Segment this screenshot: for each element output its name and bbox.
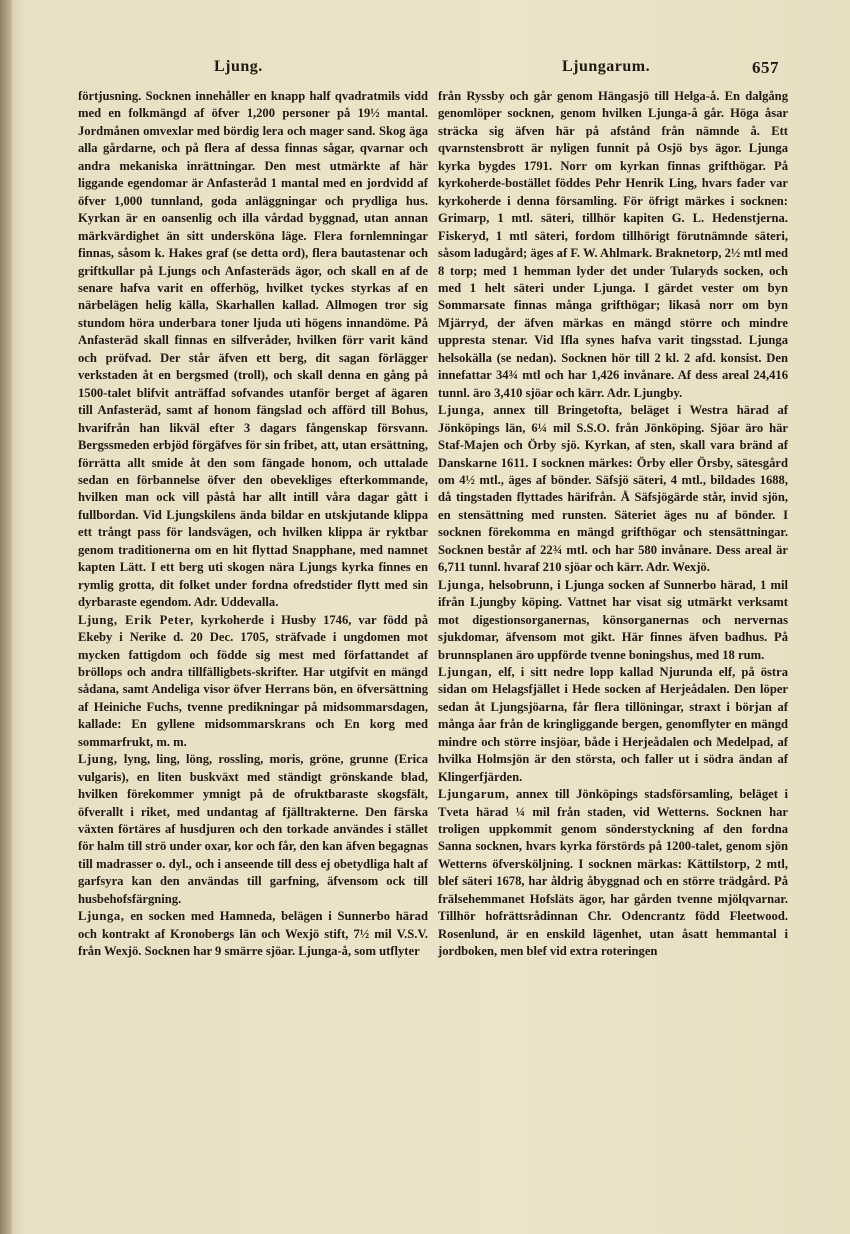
entry-text: annex till Bringetofta, beläget i Westra härad af Jönköpings län, 6¼ mil S.S.O. från Jönköping. Sjöar äro här Staf-Majen och Örby sjö. Kyrkan, af sten, skall vara bränd af Danskarne 1611. I socknen märkes: Örby eller Örsby, sätesgård om 4½ mtl., äges af bönder. Säfsjö säteri, 4 mtl., bildades 1688, då tingstaden flyttades härifrån. Å Säfsjögärde står, invid sjön, en stensättning med runsten. Säteriet äges nu af bönder. I socknen förekomma en mängd grifthögar och stensättningar. Socknen består af 22¾ mtl. och har 580 invånare. Dess areal är 6,711 tunnl. hvaraf 210 sjöar och kärr. Adr. Wexjö.: [438, 403, 788, 575]
book-spine-shadow: [0, 0, 12, 1234]
entry-headword: Ljunga,: [438, 403, 485, 418]
entry-headword: Ljung,: [78, 752, 118, 767]
entry-ljunga-bringetofta: [438, 402, 788, 577]
entry-ljungan: [438, 664, 788, 786]
left-column: [78, 88, 428, 961]
entry-continuation: [438, 88, 788, 402]
entry-text: helsobrunn, i Ljunga socken af Sunnerbo härad, 1 mil ifrån Ljungby köping. Vattnet har visat sig utmärkt verksamt mot digestionsorganernas, könsorganernas och nervernas sjukdomar, äfvensom mot gikt. Här finnes äfven badhus. På brunnsplanen äro uppförde tvenne boningshus, med 18 rum.: [438, 577, 788, 662]
entry-continuation: [78, 88, 428, 612]
entry-headword: Ljungan,: [438, 664, 493, 679]
entry-ljunga-helsobrunn: [438, 577, 788, 664]
running-header-right: Ljungarum.: [562, 58, 651, 75]
entry-text: från Ryssby och går genom Hängasjö till Helga-å. En dalgång genomlöper socknen, genom hvilken Ljunga-å går. Höga åsar sträcka sig äfven här på afstånd från nämnde å. Ett qvarnstensbrott är nyligen funnit på Osjö bys ägor. Ljunga kyrka bygdes 1791. Norr om kyrkan finnas grifthögar. På kyrkoherde-bostället föddes Pehr Henrik Ling, hvars fader var kyrkoherde i denna församling. För öfrigt märkes i socknen: Grimarp, 1 mtl. säteri, tillhör kapiten G. L. Hedenstjerna. Fiskeryd, 1 mtl säteri, fordom tillhörigt förutnämnde säteri, såsom ladugård; äges af F. W. Ahlmark. Braknetorp, 2½ mtl med 8 torp; med 1 hemman lyder det under Tularyds socken, och med 1 helt säteri under Ljunga. I gärdet vester om byn Sommarsate finnas många grifthögar; likaså norr om byn Mjärryd, der äfven märkas en mängd större och mindre uppresta stenar. Vid Ifla synes hafva varit tingsstad. Ljunga helsokälla (se nedan). Socknen hör till 2 kl. 2 afd. konsist. Den innefattar 34¾ mtl och har 1,426 invånare. Af dess areal 24,416 tunnl. äro 3,410 sjöar och kärr. Adr. Ljungby.: [438, 89, 788, 400]
entry-text: annex till Jönköpings stadsförsamling, beläget i Tveta härad ¼ mil från staden, vid Wetterns. Socknen har troligen uppkommit genom sönderstyckning af den fordna Sanna socknen, hvars kyrka förstörds på 1200-talet, genom sjön Wetterns öfversköljning. I socknen märkas: Kättilstorp, 2 mtl, blef säteri 1678, har åldrig åbyggnad och en större trädgård. På frälsehemmanet Hofsläts ägor, har gården tvenne mjölqvarnar. Tillhör hofrättsrådinnan Chr. Odencrantz född Fleetwood. Rosenlund, är en enskild lägenhet, utan åsatt hemmantal i jordboken, men blef vid extra roteringen: [438, 787, 788, 959]
entry-text: förtjusning. Socknen innehåller en knapp half qvadratmils vidd med en folkmängd af öfver 1,200 personer på 19½ mantal. Jordmånen omvexlar med bördig lera och mager sand. Skog äga alla gårdarne, och på flera af dessa finnas sågar, qvarnar och andra mekaniska inrättningar. Den mest utmärkte af här liggande egendomar är Anfasteråd 1 mantal med en jordvidd af öfver 1,000 tunnland, goda anläggningar och prydliga hus. Kyrkan är en oansenlig och illa vårdad byggnad, utan annan märkvärdighet än sitt undersköna läge. Flera fornlemningar finnas, såsom k. Hakes graf (se detta ord), flera bautastenar och griftkullar på Ljungs och Anfasteräds ägor, och skall en af de senare hafva varit en offerhög, hvilket tyckes styrkas af en närbelägen helig källa, Skarhallen kallad. Allmogen tror sig stundom höra underbara toner ljuda uti högens innandöme. På Anfasteräd skall finnas en silfveråder, hvilken förr varit känd och pröfvad. Der står äfven ett berg, dit sagan förlägger verkstaden åt en bergsmed (troll), och skall denna en gång på 1500-talet blifvit anträffad sofvandes utanför berget af ägaren till Anfasteräd, samt af honom fängslad och afförd till Bohus, hvarifrån han likväl efter 3 dagars fångenskap försvann. Bergssmeden erbjöd förgäfves för sin fribet, att, utan ersättning, förrätta allt smide åt den som fängade honom, och uttalade sedan en förbannelse öfver den obevekliges efterkommande, hvilken man ock vill påstå har allt intill våra dagar gått i fullbordan. Vid Ljungskilens ända bildar en utskjutande klippa ett trångt pass för landsvägen, och hvilken klippa är ryktbar genom traditionerna om en hit flyttad Snapphane, med namnet kapten Lätt. I ett berg uti skogen nära Ljungs kyrka finnes en rymlig grotta, dit folket under fordna ofredstider flytt med sin dyrbaraste egendom. Adr. Uddevalla.: [78, 89, 428, 610]
running-header-left: Ljung.: [214, 58, 263, 75]
entry-ljung-erik-peter: [78, 612, 428, 752]
entry-ljungarum: [438, 786, 788, 961]
entry-ljung-plant: [78, 751, 428, 908]
entry-text: kyrkoherde i Husby 1746, var född på Ekeby i Nerike d. 20 Dec. 1705, sträfvade i ungdomen mot mycken fattigdom och födde sig mest med författandet af bröllops och andra tillfälligbets-skrifter. Har utgifvit en mängd sådana, samt Andeliga visor öfver Herrans bön, en öfversättning af Heiniche Fuchs, tvenne predikningar på midsommarsdagen, kallade: En gyllene midsommarskrans och En korg med sommarfrukt, m. m.: [78, 612, 428, 749]
entry-text: en socken med Hamneda, belägen i Sunnerbo härad och kontrakt af Kronobergs län och Wexjö stift, 7½ mil V.S.V. från Wexjö. Socknen har 9 smärre sjöar. Ljunga-å, som utflyter: [78, 909, 428, 959]
entry-headword: Ljungarum,: [438, 787, 510, 802]
page-number: 657: [752, 58, 779, 77]
entry-text: lyng, ling, löng, rossling, moris, gröne, grunne (Erica vulgaris), en liten buskväxt med ständigt grönskande blad, hvilken förekommer ymnigt på de ofruktbaraste skogsfält, öfverallt i riket, med undantag af fjälltrakterne. Den färska växten förtäres af husdjuren och den torkade användes i stället för halm till strö under oxar, kor och får, den kan äfven begagnas till madrasser o. dyl., och i anseende till dess ej obetydliga halt af garfsyra kan den användas till garfning, äfvensom ock till husbehofsfärgning.: [78, 752, 428, 906]
entry-headword: Ljunga,: [78, 909, 125, 924]
entry-headword: Ljunga,: [438, 577, 485, 592]
entry-headword: Ljung, Erik Peter,: [78, 612, 194, 627]
right-column: [438, 88, 788, 961]
entry-text: elf, i sitt nedre lopp kallad Njurunda elf, på östra sidan om Helagsfjället i Hede socken af Herjeådalen. Den löper sedan åt Ljungsjöarna, får flera tillöningar, straxt i början af många åar från de kringliggande bergen, genomflyter en mängd mindre och större insjöar, både i Herjeådalen och Medelpad, af hvilka Holmsjön är den största, och faller ut i södra ändan af Klingerfjärden.: [438, 664, 788, 784]
entry-ljunga-sunnerbo: [78, 908, 428, 960]
